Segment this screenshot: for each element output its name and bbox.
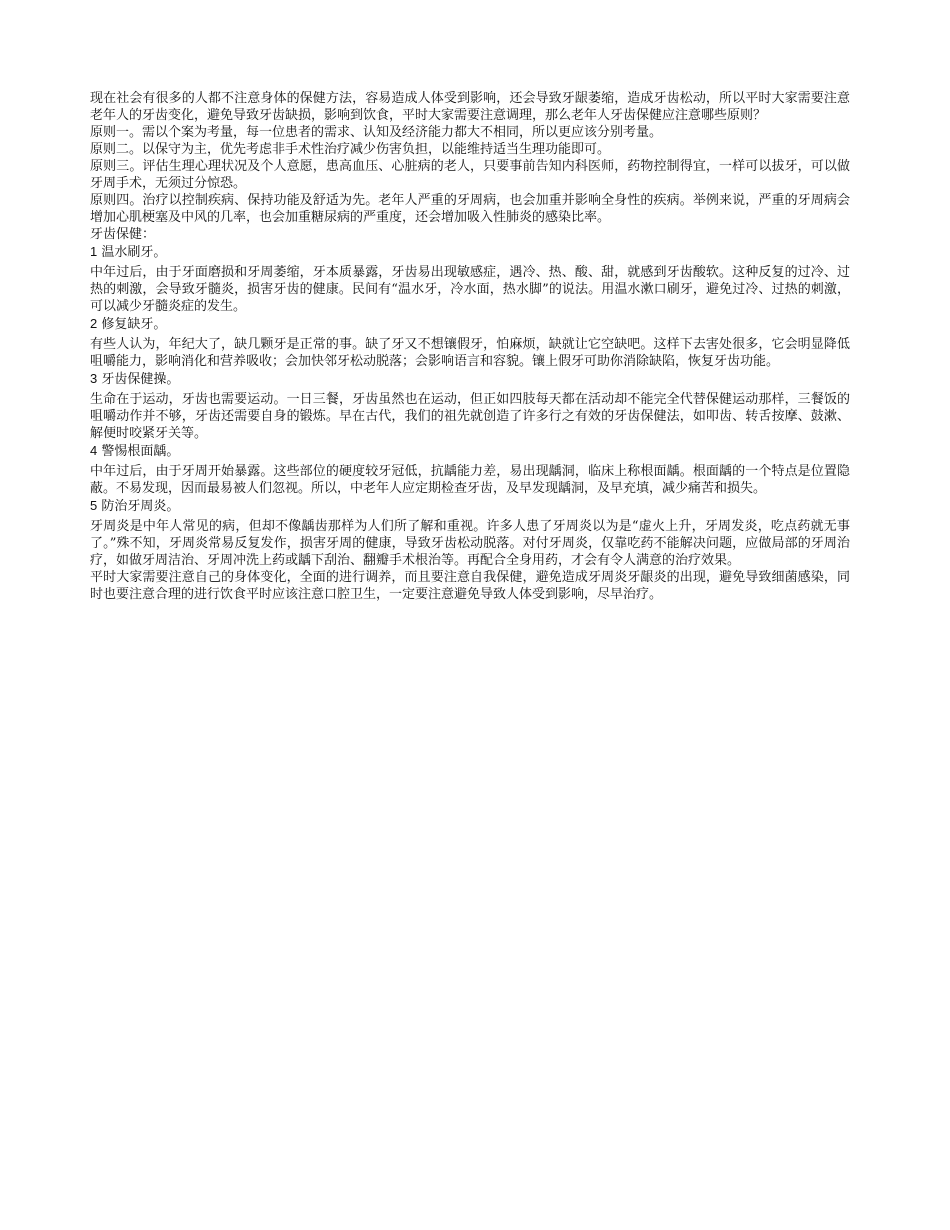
care-item-label: 防治牙周炎。 xyxy=(101,499,180,514)
conclusion-paragraph: 平时大家需要注意自己的身体变化，全面的进行调养，而且要注意自我保健，避免造成牙周炎牙龈炎的出现，避免导致细菌感染，同时也要注意合理的进行饮食平时应该注意口腔卫生，一定要注意避免导致人体受到影响，尽早治疗。 xyxy=(90,570,850,602)
care-item-label: 修复缺牙。 xyxy=(101,317,167,332)
care-item-1 xyxy=(90,243,850,315)
document-page xyxy=(90,90,850,603)
care-item-label: 温水刷牙。 xyxy=(101,245,167,260)
care-item-number: 3 xyxy=(90,371,98,386)
principle-1: 原则一。需以个案为考量，每一位患者的需求、认知及经济能力都大不相同，所以更应该分别考量。 xyxy=(90,125,663,140)
care-item-title xyxy=(90,497,850,515)
care-item-body: 牙周炎是中年人常见的病，但却不像龋齿那样为人们所了解和重视。许多人患了牙周炎以为是“虚火上升，牙周发炎，吃点药就无事了。”殊不知，牙周炎常易反复发作，损害牙周的健康，导致牙齿松动脱落。对付牙周炎，仅靠吃药不能解决问题，应做局部的牙周治疗，如做牙周洁治、牙周冲洗上药或龋下刮治、翻瓣手术根治等。再配合全身用药，才会有令人满意的治疗效果。 xyxy=(90,519,850,568)
care-item-body: 有些人认为，年纪大了，缺几颗牙是正常的事。缺了牙又不想镶假牙，怕麻烦，缺就让它空缺吧。这样下去害处很多，它会明显降低咀嚼能力，影响消化和营养吸收；会加快邻牙松动脱落；会影响语言和容貌。镶上假牙可助你消除缺陷，恢复牙齿功能。 xyxy=(90,337,850,369)
care-item-3 xyxy=(90,370,850,442)
care-item-4 xyxy=(90,442,850,497)
care-item-number: 1 xyxy=(90,244,98,259)
care-item-body: 生命在于运动，牙齿也需要运动。一日三餐，牙齿虽然也在运动，但正如四肢每天都在活动却不能完全代替保健运动那样，三餐饭的咀嚼动作并不够，牙齿还需要自身的锻炼。早在古代，我们的祖先就创造了许多行之有效的牙齿保健法，如叩齿、转舌按摩、鼓漱、解便时咬紧牙关等。 xyxy=(90,392,850,441)
care-item-title xyxy=(90,315,850,333)
care-item-number: 4 xyxy=(90,443,98,458)
care-item-number: 2 xyxy=(90,316,98,331)
care-item-body: 中年过后，由于牙面磨损和牙周萎缩，牙本质暴露，牙齿易出现敏感症，遇冷、热、酸、甜，就感到牙齿酸软。这种反复的过冷、过热的刺激，会导致牙髓炎，损害牙齿的健康。民间有“温水牙，冷水面，热水脚”的说法。用温水漱口刷牙，避免过冷、过热的刺激，可以减少牙髓炎症的发生。 xyxy=(90,265,850,314)
principle-3: 原则三。评估生理心理状况及个人意愿，患高血压、心脏病的老人，只要事前告知内科医师，药物控制得宜，一样可以拔牙，可以做牙周手术，无须过分惊恐。 xyxy=(90,159,850,191)
care-item-title xyxy=(90,243,850,261)
care-item-title xyxy=(90,442,850,460)
care-item-label: 警惕根面龋。 xyxy=(101,444,180,459)
care-item-number: 5 xyxy=(90,498,98,513)
care-item-2 xyxy=(90,315,850,370)
care-item-label: 牙齿保健操。 xyxy=(101,372,180,387)
care-heading: 牙齿保健： xyxy=(90,227,156,242)
care-item-title xyxy=(90,370,850,388)
intro-paragraph: 现在社会有很多的人都不注意身体的保健方法，容易造成人体受到影响，还会导致牙龈萎缩，造成牙齿松动，所以平时大家需要注意老年人的牙齿变化，避免导致牙齿缺损，影响到饮食，平时大家需要注意调理，那么老年人牙齿保健应注意哪些原则？ xyxy=(90,91,850,123)
care-item-5 xyxy=(90,497,850,569)
care-item-body: 中年过后，由于牙周开始暴露。这些部位的硬度较牙冠低，抗龋能力差，易出现龋洞，临床上称根面龋。根面龋的一个特点是位置隐蔽。不易发现，因而最易被人们忽视。所以，中老年人应定期检查牙齿，及早发现龋洞，及早充填，减少痛苦和损失。 xyxy=(90,464,850,496)
principle-2: 原则二。以保守为主，优先考虑非手术性治疗减少伤害负担，以能维持适当生理功能即可。 xyxy=(90,142,611,157)
principle-4: 原则四。治疗以控制疾病、保持功能及舒适为先。老年人严重的牙周病，也会加重并影响全身性的疾病。举例来说，严重的牙周病会增加心肌梗塞及中风的几率，也会加重糖尿病的严重度，还会增加吸入性肺炎的感染比率。 xyxy=(90,193,850,225)
